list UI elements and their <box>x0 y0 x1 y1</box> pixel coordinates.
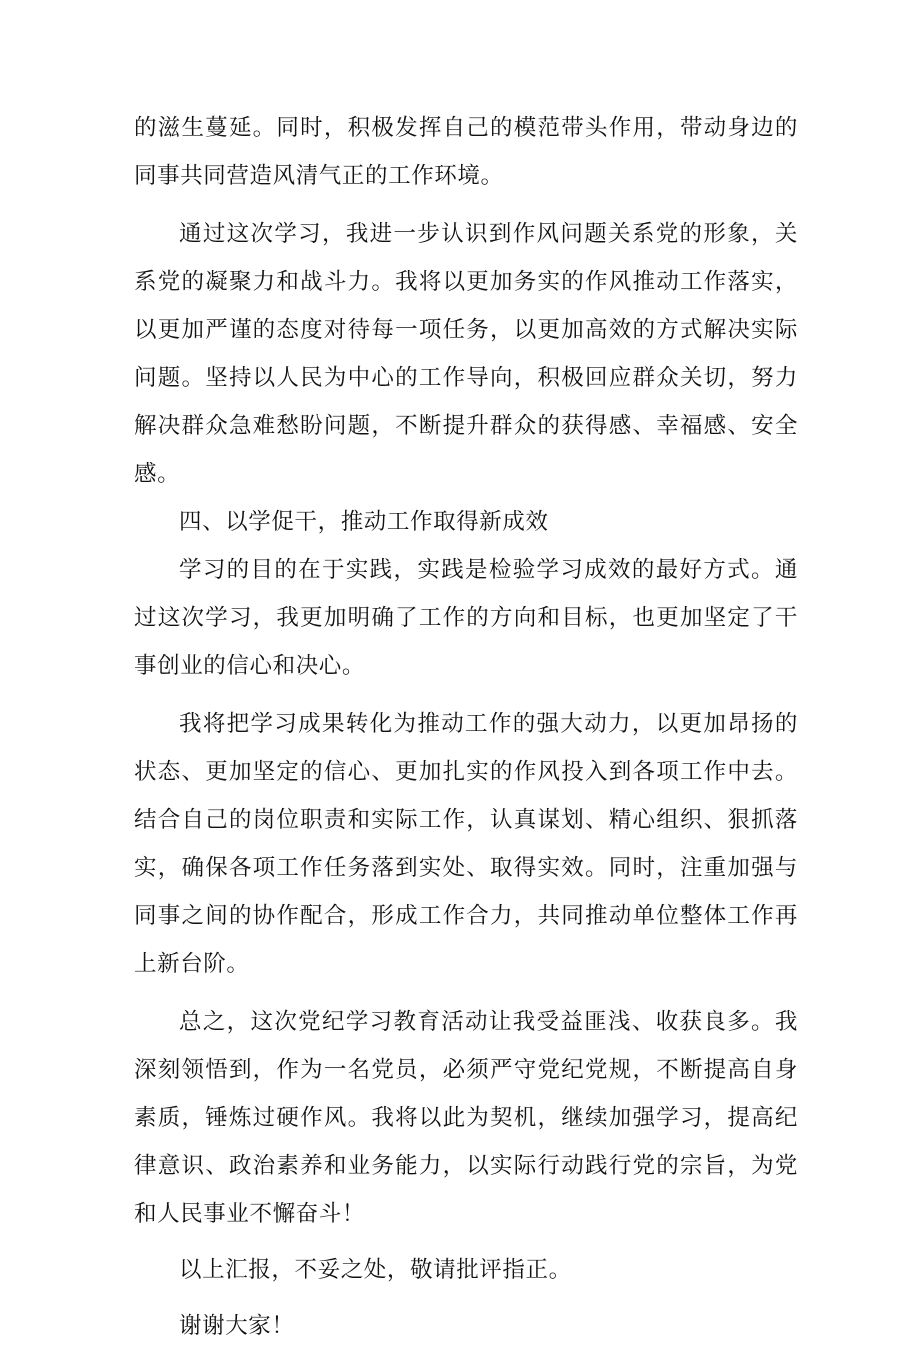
paragraph-2: 通过这次学习，我进一步认识到作风问题关系党的形象，关系党的凝聚力和战斗力。我将以更加务实的作风推动工作落实，以更加严谨的态度对待每一项任务，以更加高效的方式解决实际问题。坚持以人民为中心的工作导向，积极回应群众关切，努力解决群众急难愁盼问题，不断提升群众的获得感、幸福感、安全感。 <box>134 221 798 487</box>
closing-line-2: 谢谢大家！ <box>179 1313 295 1339</box>
closing-line-1: 以上汇报，不妥之处，敬请批评指正。 <box>179 1257 572 1283</box>
section-heading-4: 四、以学促干，推动工作取得新成效 <box>179 509 549 535</box>
document-body <box>134 104 798 1350</box>
paragraph-5: 总之，这次党纪学习教育活动让我受益匪浅、收获良多。我深刻领悟到，作为一名党员，必须严守党纪党规，不断提高自身素质，锤炼过硬作风。我将以此为契机，继续加强学习，提高纪律意识、政治素养和业务能力，以实际行动践行党的宗旨，为党和人民事业不懈奋斗！ <box>134 1009 798 1227</box>
paragraph-1: 的滋生蔓延。同时，积极发挥自己的模范带头作用，带动身边的同事共同营造风清气正的工作环境。 <box>134 115 798 189</box>
paragraph-3: 学习的目的在于实践，实践是检验学习成效的最好方式。通过这次学习，我更加明确了工作的方向和目标，也更加坚定了干事创业的信心和决心。 <box>134 557 798 679</box>
paragraph-4: 我将把学习成果转化为推动工作的强大动力，以更加昂扬的状态、更加坚定的信心、更加扎实的作风投入到各项工作中去。结合自己的岗位职责和实际工作，认真谋划、精心组织、狠抓落实，确保各项工作任务落到实处、取得实效。同时，注重加强与同事之间的协作配合，形成工作合力，共同推动单位整体工作再上新台阶。 <box>134 711 798 977</box>
